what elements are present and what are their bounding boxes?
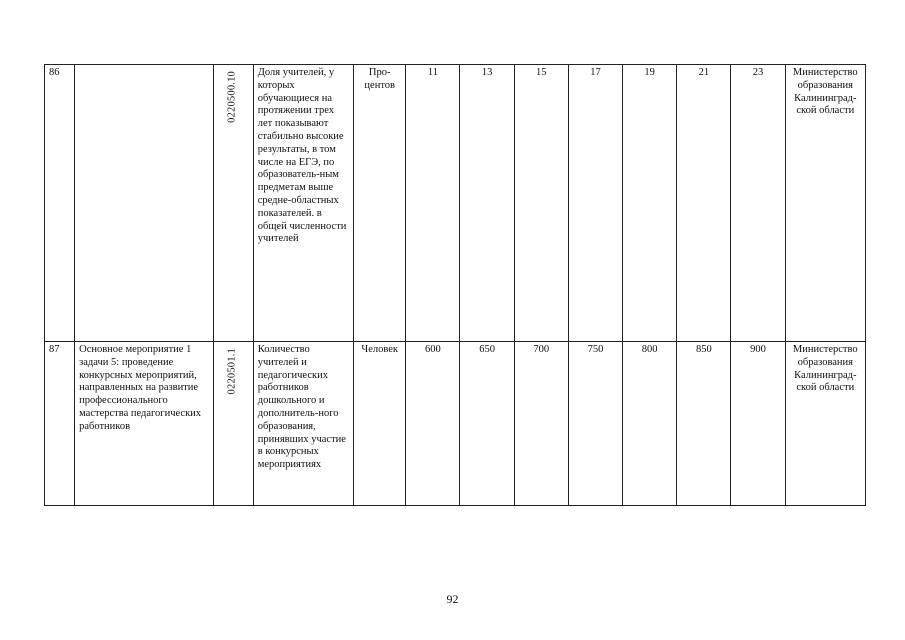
year-value: 21: [677, 65, 731, 342]
unit: Человек: [354, 342, 406, 506]
year-value: 900: [731, 342, 785, 506]
responsible: Министерство образования Калининград-ской области: [785, 342, 865, 506]
budget-code: 0220501.1: [226, 348, 238, 395]
year-value: 23: [731, 65, 785, 342]
year-value: 850: [677, 342, 731, 506]
budget-code-cell: [213, 342, 253, 506]
unit: Про-центов: [354, 65, 406, 342]
indicator-name: Доля учителей, у которых обучающиеся на протяжении трех лет показывают стабильно высокие результаты, в том числе на ЕГЭ, по образователь-ным предметам выше средне-областных показателей. в общей численности учителей: [253, 65, 353, 342]
row-number: 86: [45, 65, 75, 342]
table-row: [45, 342, 866, 506]
year-value: 600: [406, 342, 460, 506]
year-value: 17: [568, 65, 622, 342]
measure-name: [75, 65, 214, 342]
indicator-name: Количество учителей и педагогических работников дошкольного и дополнитель-ного образования, принявших участие в конкурсных мероприятиях: [253, 342, 353, 506]
year-value: 650: [460, 342, 514, 506]
program-table: [44, 64, 866, 506]
year-value: 19: [623, 65, 677, 342]
measure-name: Основное мероприятие 1 задачи 5: проведение конкурсных мероприятий, направленных на развитие профессионального мастерства педагогических работников: [75, 342, 214, 506]
page-number: 92: [446, 592, 459, 606]
year-value: 11: [406, 65, 460, 342]
budget-code-cell: [213, 65, 253, 342]
year-value: 15: [514, 65, 568, 342]
year-value: 13: [460, 65, 514, 342]
row-number: 87: [45, 342, 75, 506]
table-row: [45, 65, 866, 342]
year-value: 750: [568, 342, 622, 506]
year-value: 800: [623, 342, 677, 506]
year-value: 700: [514, 342, 568, 506]
responsible: Министерство образования Калининград-ской области: [785, 65, 865, 342]
budget-code: 0220500.10: [226, 71, 238, 123]
